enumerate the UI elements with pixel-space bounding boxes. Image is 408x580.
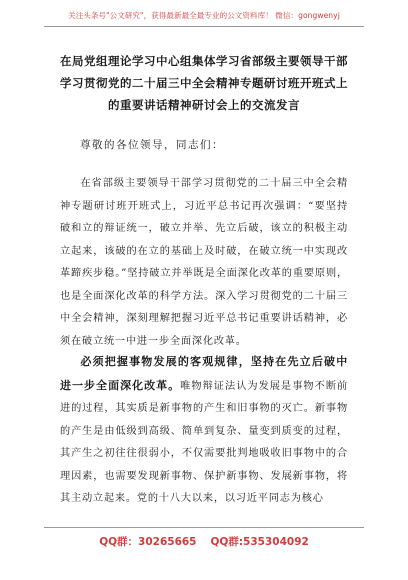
paragraph-2-text: 唯物辩证法认为发展是事物不断前进的过程，其实质是新事物的产生和旧事物的灭亡。新事物的产生是由低级到高级、简单到复杂、量变到质变的过程，其产生之初往往很弱小，不仅需要批判地吸收旧事物中的合理因素，也需要发现新事物、保护新事物、发展新事物，将其主动立起来。党的十八大以来，以习近平同志为核心: [60, 380, 349, 504]
paragraph-2-heading: 必须把握事物发展的客观规律，坚持在先立后破中进一步全面深化改革。: [60, 355, 348, 392]
body-paragraph-2: [60, 351, 348, 511]
header-banner: 关注头条号"公文研究"，获得最新最全最专业的公文资料库！ 微信：gongwenyj: [68, 11, 340, 20]
footer-qq-group-2: QQ群:535304092: [210, 536, 309, 548]
salutation: 尊敬的各位领导，同志们：: [80, 139, 224, 151]
footer-qq-group-1: QQ群：30265665: [99, 536, 197, 548]
body-paragraph-1: 在省部级主要领导干部学习贯彻党的二十届三中全会精神专题研讨班开班式上，习近平总书记再次强调：“要坚持破和立的辩证统一，破立并举、先立后破，该立的积极主动立起来，该破的在立的基础上及时破，在破立统一中实现改革蹄疾步稳。”坚持破立并举既是全面深化改革的重要原则，也是全面深化改革的科学方法。深入学习贯彻党的二十届三中全会精神，深刻理解把握习近平总书记重要讲话精神，必须在破立统一中进一步全面深化改革。: [60, 178, 348, 347]
footer-divider: [44, 527, 364, 528]
footer-contacts: [0, 534, 408, 549]
document-title: 在局党组理论学习中心组集体学习省部级主要领导干部学习贯彻党的二十届三中全会精神专题研讨班开班式上的重要讲话精神研讨会上的交流发言: [60, 54, 348, 112]
header-divider: [44, 26, 364, 27]
